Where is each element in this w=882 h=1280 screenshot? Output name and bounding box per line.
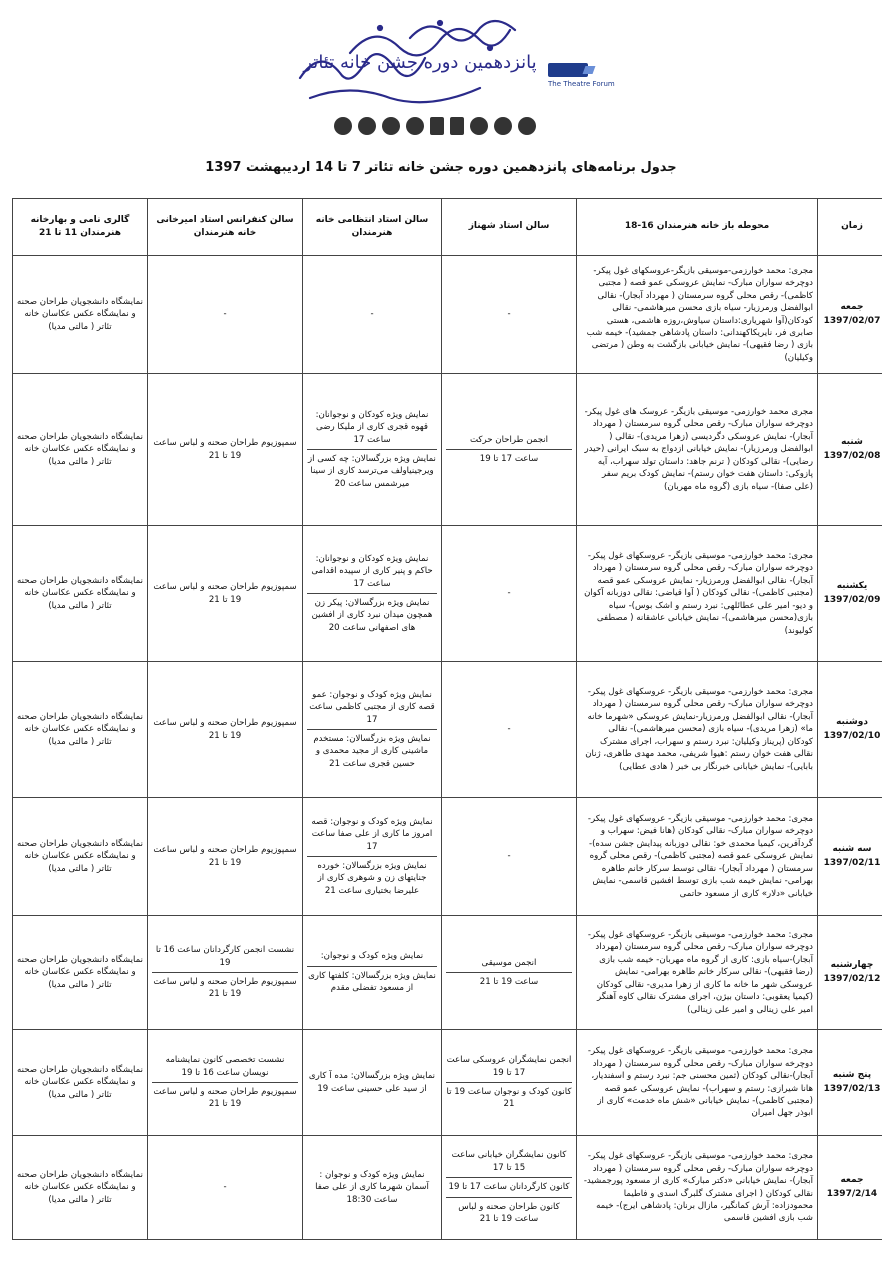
day-date: 1397/02/12: [823, 973, 881, 984]
entezami-event: نمایش ویژه کودک و نوجوان:: [320, 951, 424, 962]
day-cell: [818, 256, 882, 374]
schedule-table: [12, 198, 882, 1240]
table-row: [13, 1136, 882, 1240]
gallery-cell: نمایشگاه دانشجویان طراحان صحنه و نمایشگاه عکس عکاسان خانه تئاتر ( مالتی مدیا): [13, 1136, 148, 1240]
shahnaz-cell: [442, 526, 577, 662]
entezami-event: نمایش ویژه بزرگسالان: خورده جنایتهای زن و شوهری کاری از علیرضا بختیاری ساعت 21: [307, 856, 437, 900]
day-cell: [818, 662, 882, 798]
day-date: 1397/02/11: [823, 857, 881, 868]
day-name: سه شنبه: [832, 844, 872, 855]
entezami-event: نمایش ویژه کودکان و نوجوانان: قهوه قجری کاری از ملیکا رضی ساعت 17: [315, 409, 429, 445]
day-cell: [818, 916, 882, 1030]
sponsor-icon: [494, 117, 512, 135]
yard-program: مجری: محمد خوارزمی- موسیقی بازیگر- عروسکهای غول پیکر- دوچرخه سواران مبارک- رقص محلی گروه سرمستان ( مهرداد آبجار)-نقالی کودکان (ثمین محسنی جم: نبرد رستم و اسفندیار، هانا شیرازی: رستم و سهراب)- نمایش عروسکی عمو قصه (مجتبی کاظمی)- نمایش خیابانی «شش ماه خدمت» کاری از ابوذر جهل امیران: [577, 1030, 818, 1136]
day-name: پنج شنبه: [832, 1070, 872, 1081]
festival-logo: [290, 8, 615, 113]
entezami-event: نمایش ویژه کودک و نوجوان: عمو قصه کاری از مجتبی کاظمی ساعت 17: [309, 689, 435, 725]
entezami-cell: [303, 256, 442, 374]
schedule-body: [13, 256, 882, 1240]
amirkhani-cell: [148, 662, 303, 798]
sponsor-icon: [450, 117, 464, 135]
amirkhani-event: سمپوزیوم طراحان صحنه و لباس ساعت 19 تا 21: [153, 582, 297, 605]
day-cell: [818, 1136, 882, 1240]
shahnaz-cell: [442, 1136, 577, 1240]
shahnaz-cell: [442, 1030, 577, 1136]
amirkhani-event: -: [223, 1182, 227, 1193]
entezami-cell: [303, 798, 442, 916]
day-name: دوشنبه: [836, 717, 868, 728]
shahnaz-event: انجمن موسیقی: [481, 957, 537, 968]
shahnaz-event: کانون کودک و نوجوان ساعت 19 تا 21: [446, 1082, 572, 1114]
gallery-cell: نمایشگاه دانشجویان طراحان صحنه و نمایشگاه عکس عکاسان خانه تئاتر ( مالتی مدیا): [13, 916, 148, 1030]
amirkhani-event: سمپوزیوم طراحان صحنه و لباس ساعت 19 تا 21: [153, 718, 297, 741]
entezami-cell: [303, 916, 442, 1030]
sponsor-icon: [334, 117, 352, 135]
shahnaz-cell: [442, 916, 577, 1030]
amirkhani-event: نشست انجمن کارگردانان ساعت 16 تا 19: [155, 945, 295, 968]
gallery-cell: نمایشگاه دانشجویان طراحان صحنه و نمایشگاه عکس عکاسان خانه تئاتر ( مالتی مدیا): [13, 662, 148, 798]
header: [0, 0, 882, 150]
page-title: جدول برنامه‌های پانزدهمین دوره جشن خانه تئاتر 7 تا 14 اردیبهشت 1397: [205, 160, 677, 175]
amirkhani-event: سمپوزیوم طراحان صحنه و لباس ساعت 19 تا 21: [153, 438, 297, 461]
shahnaz-cell: [442, 798, 577, 916]
shahnaz-event: -: [507, 851, 511, 862]
yard-program: مجری: محمد خوارزمی- موسیقی بازیگر- عروسکهای غول پیکر- دوچرخه سواران مبارک- رقص محلی گروه سرمستان (مهرداد آبجار)-سیاه بازی: کاری از گروه ماه مهربان- خیمه شب بازی (رضا فقیهی)- نقالی سرکار خانم طاهره بهرامی- نمایش عروسکی شهر ما خانه ما کاری از زهرا مدیری- نقالی کودکان (کیمیا یعقوبی: داستان بیژن، اجرای مشترک نقالی کاوه آهنگر امیر علی زینالی و امیر علی زینالی): [577, 916, 818, 1030]
shahnaz-event: کانون طراحان صحنه و لباس ساعت 19 تا 21: [446, 1197, 572, 1229]
amirkhani-event: سمپوزیوم طراحان صحنه و لباس ساعت 19 تا 21: [152, 1082, 298, 1114]
amirkhani-cell: [148, 256, 303, 374]
day-cell: [818, 526, 882, 662]
entezami-event: نمایش ویژه بزرگسالان: مستخدم ماشینی کاری از مجید محمدی و حسین قجری ساعت 21: [307, 729, 437, 773]
column-header: محوطه باز خانه هنرمندان 16-18: [577, 199, 818, 256]
brand-block: [548, 63, 615, 88]
day-cell: [818, 1030, 882, 1136]
column-header: زمان: [818, 199, 882, 256]
entezami-event: نمایش ویژه کودک و نوجوان : آسمان شهرما کاری از علی صفا ساعت 18:30: [315, 1169, 429, 1205]
day-date: 1397/02/13: [823, 1083, 881, 1094]
table-row: [13, 798, 882, 916]
logo-title-text: پانزدهمین دوره جشن خانه تئاتر: [303, 52, 537, 73]
sponsor-icon: [406, 117, 424, 135]
amirkhani-cell: [148, 526, 303, 662]
shahnaz-event: ساعت 17 تا 19: [446, 449, 572, 468]
entezami-event: نمایش ویژه بزرگسالان: چه کسی از ویرجینیاولف می‌ترسد کاری از سینا میرشمس ساعت 20: [307, 449, 437, 493]
shahnaz-event: -: [507, 588, 511, 599]
gallery-cell: نمایشگاه دانشجویان طراحان صحنه و نمایشگاه عکس عکاسان خانه تئاتر ( مالتی مدیا): [13, 798, 148, 916]
table-row: [13, 374, 882, 526]
column-header: سالن کنفرانس استاد امیرخانی خانه هنرمندان: [148, 199, 303, 256]
shahnaz-event: کانون نمایشگران خیابانی ساعت 15 تا 17: [451, 1150, 567, 1173]
entezami-event: نمایش ویژه کودک و نوجوان: قصه امروز ما کاری از علی صفا ساعت 17: [311, 816, 433, 852]
yard-program: مجری محمد خوارزمی- موسیقی بازیگر- عروسک های غول پیکر- دوچرخه سواران مبارک- رقص محلی گروه سرمستان ( مهرداد آبجار)- نمایش عروسکی دگردیسی (زهرا مریدی)- نقالی ( ابوالفضل ورمرزیار)- نمایش خیابانی ازدواج به سبک ایرانی (حیدر رضایی)- نقالی کودکان ( ترنم جاهد: داستان تولد سهراب، آیه پازوکی: داستان هفت خوان رستم)- نمایش کودک بریم سفر (علی صفا)- سیاه بازی (گروه ماه مهربان): [577, 374, 818, 526]
day-name: جمعه: [840, 302, 864, 313]
sponsor-icon: [382, 117, 400, 135]
shahnaz-cell: [442, 662, 577, 798]
entezami-event: نمایش ویژه کودکان و نوجوانان: حاکم و پنیر کاری از سپیده اقدامی ساعت 17: [311, 553, 433, 589]
shahnaz-event: ساعت 19 تا 21: [446, 972, 572, 991]
entezami-event: -: [370, 309, 374, 320]
day-date: 1397/2/14: [826, 1188, 878, 1199]
gallery-cell: نمایشگاه دانشجویان طراحان صحنه و نمایشگاه عکس عکاسان خانه تئاتر ( مالتی مدیا): [13, 1030, 148, 1136]
day-cell: [818, 374, 882, 526]
table-row: [13, 662, 882, 798]
shahnaz-event: -: [507, 309, 511, 320]
shahnaz-cell: [442, 256, 577, 374]
shahnaz-event: انجمن طراحان حرکت: [469, 434, 549, 445]
sponsor-icon: [470, 117, 488, 135]
day-date: 1397/02/09: [823, 594, 881, 605]
theatre-forum-icon: [548, 63, 588, 77]
day-cell: [818, 798, 882, 916]
amirkhani-event: -: [223, 309, 227, 320]
sponsor-logos: [310, 114, 560, 138]
shahnaz-event: کانون کارگردانان ساعت 17 تا 19: [446, 1177, 572, 1196]
entezami-cell: [303, 1136, 442, 1240]
amirkhani-cell: [148, 798, 303, 916]
entezami-event: نمایش ویژه بزرگسالان: پیکر زن همچون میدان نبرد کاری از افشین های اصفهانی ساعت 20: [307, 593, 437, 637]
yard-program: مجری: محمد خوارزمی- موسیقی بازیگر- عروسکهای غول پیکر- دوچرخه سواران مبارک- رقص محلی گروه سرمستان ( مهرداد آبجار)- نمایش خیابانی «دکتر مبارک» کاری از مسعود پورجمشید- نقالی کودکان ( اجرای مشترک گلبرگ اسدی و فاطیما محمودزاده: آرش کمانگیر، مازال برنان: پادشاهی ایرج)- خیمه شب بازی افشین قاسمی: [577, 1136, 818, 1240]
amirkhani-event: سمپوزیوم طراحان صحنه و لباس ساعت 19 تا 21: [153, 845, 297, 868]
sponsor-icon: [358, 117, 376, 135]
table-header-row: [13, 199, 882, 256]
table-row: [13, 916, 882, 1030]
amirkhani-event: نشست تخصصی کانون نمایشنامه نویسان ساعت 16 تا 19: [165, 1055, 285, 1078]
day-name: جمعه: [840, 1175, 864, 1186]
brand-name: The Theatre Forum: [548, 80, 615, 88]
shahnaz-event: -: [507, 724, 511, 735]
amirkhani-event: سمپوزیوم طراحان صحنه و لباس ساعت 19 تا 21: [152, 972, 298, 1004]
gallery-cell: نمایشگاه دانشجویان طراحان صحنه و نمایشگاه عکس عکاسان خانه تئاتر ( مالتی مدیا): [13, 526, 148, 662]
table-row: [13, 526, 882, 662]
day-date: 1397/02/07: [823, 315, 881, 326]
day-name: یکشنبه: [836, 581, 868, 592]
shahnaz-cell: [442, 374, 577, 526]
entezami-event: نمایش ویژه بزرگسالان: کلفتها کاری از مسعود تفضلی مقدم: [307, 966, 437, 998]
day-name: چهارشنبه: [830, 960, 874, 971]
sponsor-icon: [430, 117, 444, 135]
column-header: سالن استاد شهناز: [442, 199, 577, 256]
logo-calligraphy-icon: [290, 8, 550, 108]
entezami-cell: [303, 374, 442, 526]
amirkhani-cell: [148, 1136, 303, 1240]
entezami-cell: [303, 1030, 442, 1136]
sponsor-icon: [518, 117, 536, 135]
amirkhani-cell: [148, 916, 303, 1030]
shahnaz-event: انجمن نمایشگران عروسکی ساعت 17 تا 19: [446, 1055, 572, 1078]
column-header: سالن استاد انتظامی خانه هنرمندان: [303, 199, 442, 256]
entezami-event: نمایش ویژه بزرگسالان: مده آ کاری از سید علی حسینی ساعت 19: [308, 1071, 436, 1094]
entezami-cell: [303, 662, 442, 798]
yard-program: مجری: محمد خوارزمی-موسیقی بازیگر-عروسکهای غول پیکر-دوچرخه سواران مبارک- نمایش عروسکی عمو قصه ( مجتبی کاظمی)- رقص محلی گروه سرمستان ( مهرداد آبجار)- نقالی ابوالفضل ورمرزیار- سیاه بازی محسن میرهاشمی- نقالی کودکان(آوا شهریاری:داستان سیاوش،روزه هاشمی، هستی صابری فر، نایریکاکهندانی: داستان پادشاهی جمشید)- خیمه شب بازی ( رضا فقیهی)- نمایش خیابانی بازگشت به وطن ( مرتضی وکیلیان): [577, 256, 818, 374]
amirkhani-cell: [148, 374, 303, 526]
entezami-cell: [303, 526, 442, 662]
amirkhani-cell: [148, 1030, 303, 1136]
column-header: گالری نامی و بهارخانه هنرمندان 11 تا 21: [13, 199, 148, 256]
gallery-cell: نمایشگاه دانشجویان طراحان صحنه و نمایشگاه عکس عکاسان خانه تئاتر ( مالتی مدیا): [13, 374, 148, 526]
table-row: [13, 1030, 882, 1136]
table-row: [13, 256, 882, 374]
day-date: 1397/02/08: [823, 450, 881, 461]
gallery-cell: نمایشگاه دانشجویان طراحان صحنه و نمایشگاه عکس عکاسان خانه تئاتر ( مالتی مدیا): [13, 256, 148, 374]
day-name: شنبه: [841, 437, 863, 448]
yard-program: مجری: محمد خوارزمی- موسیقی بازیگر- عروسکهای غول پیکر- دوچرخه سواران مبارک- رقص محلی گروه سرمستان ( مهرداد آبجار)- نقالی ابوالفضل ورمرزیار-نمایش عروسکی «شهرما خانه ما» (زهرا مریدی)- سیاه بازی (محسن میرهاشمی)- نقالی کودکان (پریناز وکیلیان: نبرد رستم و سهراب، اجرای مشترک نقالی هفت خوان رستم :هیوا شریفی، محمد مهدی طاهری، ژنان بابایی)- نمایش خیابانی خبرنگار بی خبر ( هادی عطایی): [577, 662, 818, 798]
day-date: 1397/02/10: [823, 730, 881, 741]
yard-program: مجری: محمد خوارزمی- موسیقی بازیگر- عروسکهای غول پیکر- دوچرخه سواران مبارک- رقص محلی گروه سرمستان ( مهرداد آبجار)- نقالی ابوالفضل ورمرزیار- نمایش عروسکی عمو قصه (مجتبی کاظمی)- نقالی کودکان ( آوا قیاضی: نقالی دوزبانه آکوان و دیو- امیر علی عطائلهی: نبرد رستم و اشک بوس)- سیاه بازی(محسن میرهاشمی)- نمایش خیابانی عاشقانه ( مصطفی کولیوند): [577, 526, 818, 662]
yard-program: مجری: محمد خوارزمی- موسیقی بازیگر- عروسکهای غول پیکر- دوچرخه سواران مبارک- نقالی کودکان (هانا فیض: سهراب و گردآفرین، کیمیا محمدی خو: نقالی دوزبانه پیدایش جشن سده)- نمایش عروسکی عمو قصه (مجتبی کاظمی)- رقص محلی گروه سرمستان ( مهرداد آبجار)- نقالی توسط سرکار خانم طاهره بهرامی- نمایش خیمه شب بازی توسط افشین قاسمی- نمایش خیابانی «دلار» کاری از مسعود حاتمی: [577, 798, 818, 916]
